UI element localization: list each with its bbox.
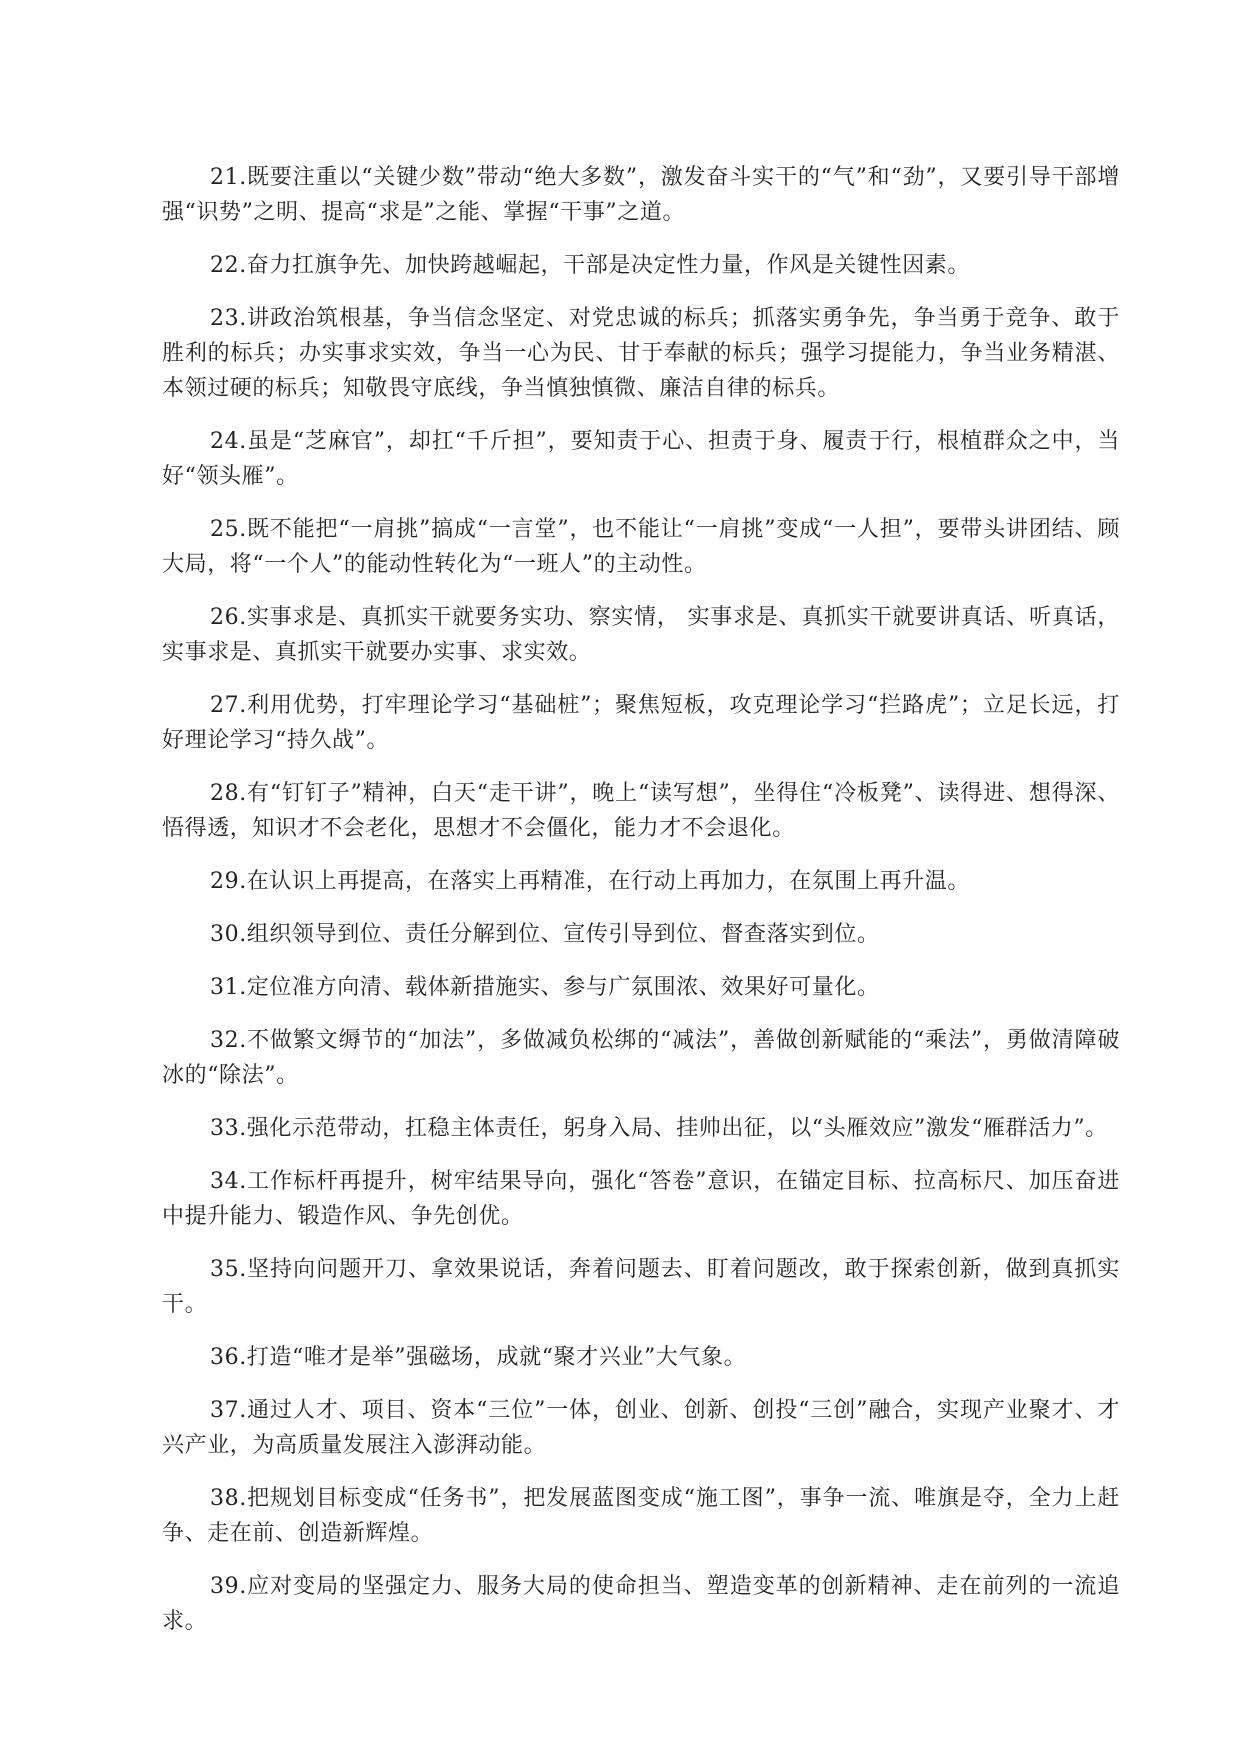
list-item-29 (162, 864, 1120, 899)
item-number: 32. (210, 1028, 247, 1053)
item-text: 讲政治筑根基，争当信念坚定、对党忠诚的标兵；抓落实勇争先，争当勇于竞争、敢于胜利的标兵；办实事求实效，争当一心为民、甘于奉献的标兵；强学习提能力，争当业务精湛、本领过硬的标兵；知敬畏守底线，争当慎独慎微、廉洁自律的标兵。 (162, 306, 1120, 401)
list-item-24 (162, 424, 1120, 494)
list-item-37 (162, 1393, 1120, 1463)
item-text: 工作标杆再提升，树牢结果导向，强化“答卷”意识，在锚定目标、拉高标尺、加压奋进中提升能力、锻造作风、争先创优。 (162, 1169, 1120, 1229)
item-number: 37. (210, 1398, 247, 1423)
item-text: 定位准方向清、载体新措施实、参与广氛围浓、效果好可量化。 (246, 975, 880, 1000)
list-item-35 (162, 1252, 1120, 1322)
document-body (162, 160, 1120, 1657)
item-text: 既要注重以“关键少数”带动“绝大多数”，激发奋斗实干的“气”和“劲”，又要引导干部增强“识势”之明、提高“求是”之能、掌握“干事”之道。 (162, 165, 1120, 225)
item-number: 30. (210, 922, 247, 947)
list-item-23 (162, 301, 1120, 406)
item-number: 26. (210, 605, 247, 630)
list-item-33 (162, 1111, 1120, 1146)
list-item-38 (162, 1481, 1120, 1551)
item-text: 把规划目标变成“任务书”，把发展蓝图变成“施工图”，事争一流、唯旗是夺，全力上赶争、走在前、创造新辉煌。 (162, 1486, 1120, 1546)
item-number: 31. (210, 975, 247, 1000)
item-text: 虽是“芝麻官”，却扛“千斤担”，要知责于心、担责于身、履责于行，根植群众之中，当好“领头雁”。 (162, 429, 1120, 489)
list-item-39 (162, 1569, 1120, 1639)
list-item-32 (162, 1023, 1120, 1093)
item-text: 通过人才、项目、资本“三位”一体，创业、创新、创投“三创”融合，实现产业聚才、才兴产业，为高质量发展注入澎湃动能。 (162, 1398, 1120, 1458)
item-number: 23. (210, 306, 247, 331)
list-item-28 (162, 776, 1120, 846)
list-item-21 (162, 160, 1120, 230)
item-number: 24. (210, 429, 247, 454)
item-number: 33. (210, 1116, 247, 1141)
item-number: 35. (210, 1257, 247, 1282)
list-item-26 (162, 600, 1120, 670)
item-text: 不做繁文缛节的“加法”，多做减负松绑的“减法”，善做创新赋能的“乘法”，勇做清障破冰的“除法”。 (162, 1028, 1120, 1088)
item-number: 28. (210, 781, 247, 806)
item-text: 在认识上再提高，在落实上再精准，在行动上再加力，在氛围上再升温。 (246, 869, 970, 894)
item-number: 34. (210, 1169, 247, 1194)
list-item-30 (162, 917, 1120, 952)
item-text: 坚持向问题开刀、拿效果说话，奔着问题去、盯着问题改，敢于探索创新，做到真抓实干。 (162, 1257, 1120, 1317)
item-text: 实事求是、真抓实干就要务实功、察实情， 实事求是、真抓实干就要讲真话、听真话，实事求是、真抓实干就要办实事、求实效。 (162, 605, 1120, 665)
list-item-27 (162, 688, 1120, 758)
item-text: 打造“唯才是举”强磁场，成就“聚才兴业”大气象。 (246, 1345, 747, 1370)
item-text: 组织领导到位、责任分解到位、宣传引导到位、督查落实到位。 (246, 922, 880, 947)
item-number: 21. (210, 165, 247, 190)
list-item-31 (162, 970, 1120, 1005)
item-text: 有“钉钉子”精神，白天“走干讲”，晚上“读写想”，坐得住“冷板凳”、读得进、想得深、悟得透，知识才不会老化，思想才不会僵化，能力才不会退化。 (162, 781, 1120, 841)
item-text: 强化示范带动，扛稳主体责任，躬身入局、挂帅出征，以“头雁效应”激发“雁群活力”。 (246, 1116, 1108, 1141)
list-item-34 (162, 1164, 1120, 1234)
item-text: 应对变局的坚强定力、服务大局的使命担当、塑造变革的创新精神、走在前列的一流追求。 (162, 1574, 1120, 1634)
list-item-22 (162, 248, 1120, 283)
list-item-36 (162, 1340, 1120, 1375)
item-number: 38. (210, 1486, 247, 1511)
item-text: 利用优势，打牢理论学习“基础桩”；聚焦短板，攻克理论学习“拦路虎”；立足长远，打好理论学习“持久战”。 (162, 693, 1120, 753)
item-number: 39. (210, 1574, 247, 1599)
item-number: 29. (210, 869, 247, 894)
item-text: 奋力扛旗争先、加快跨越崛起，干部是决定性力量，作风是关键性因素。 (246, 253, 970, 278)
item-number: 22. (210, 253, 247, 278)
item-number: 25. (210, 517, 247, 542)
item-number: 36. (210, 1345, 247, 1370)
item-text: 既不能把“一肩挑”搞成“一言堂”，也不能让“一肩挑”变成“一人担”，要带头讲团结、顾大局，将“一个人”的能动性转化为“一班人”的主动性。 (162, 517, 1120, 577)
list-item-25 (162, 512, 1120, 582)
item-number: 27. (210, 693, 247, 718)
